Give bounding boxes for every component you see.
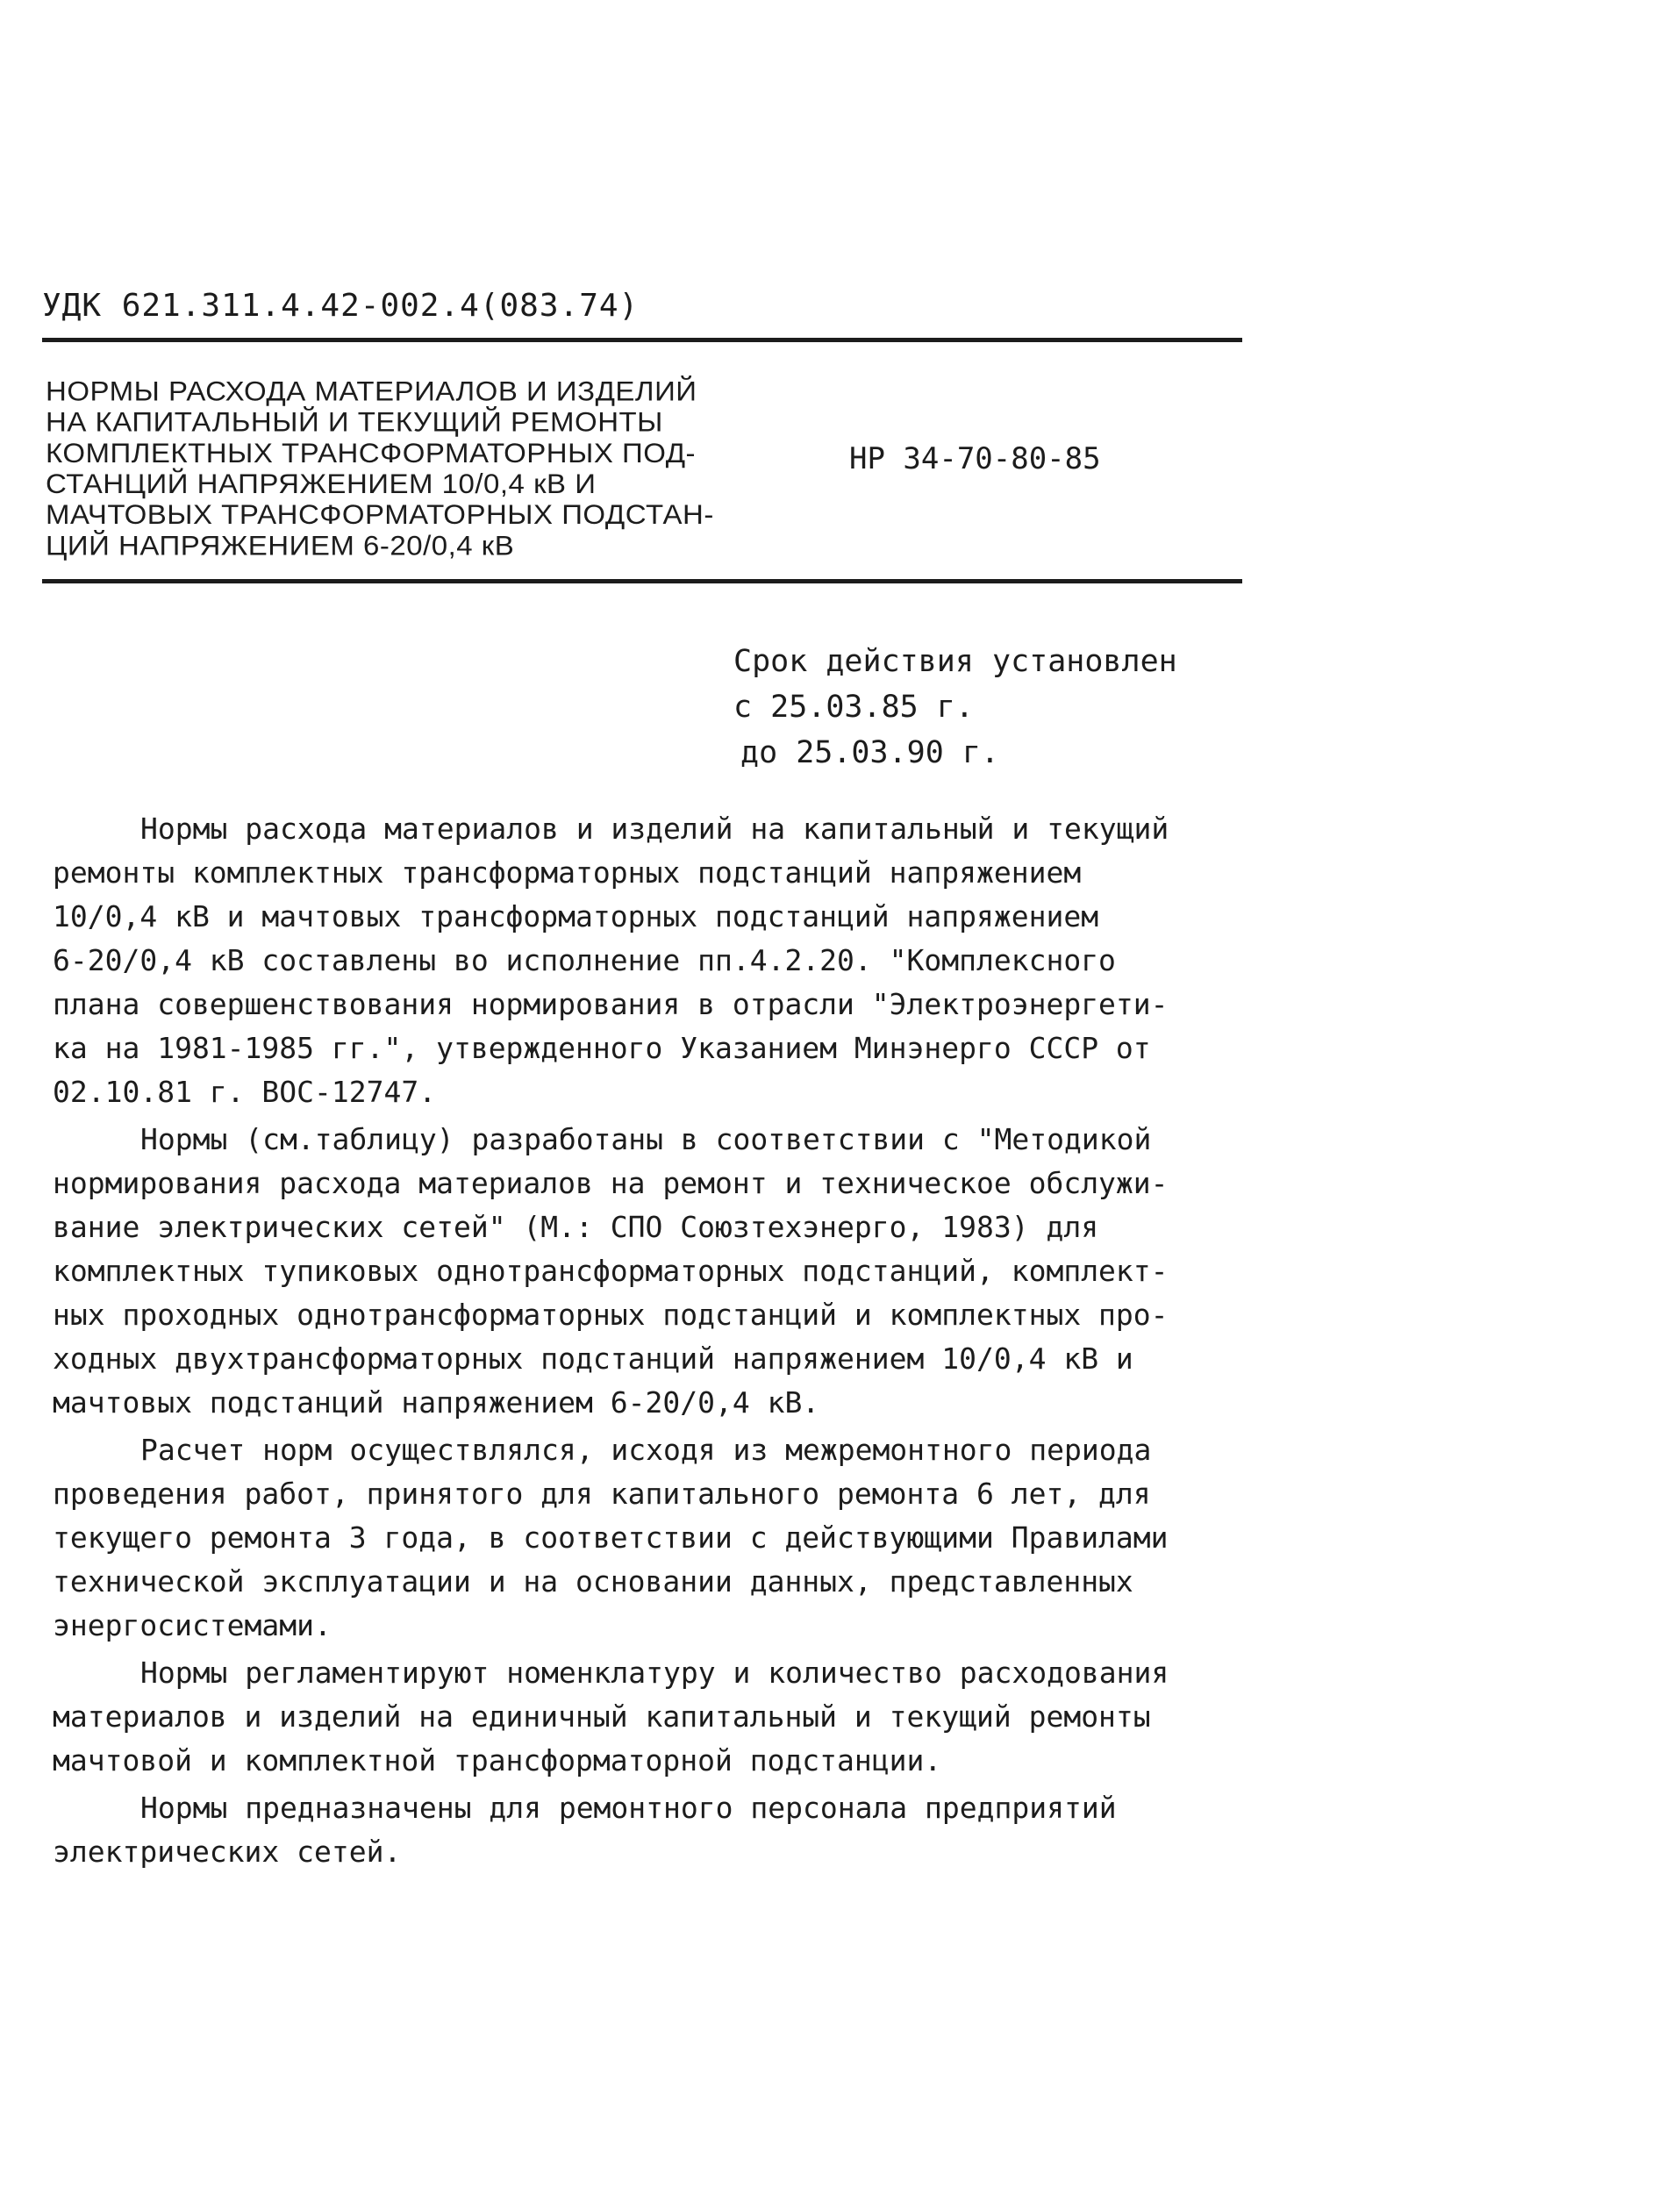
validity-to: до 25.03.90 г. xyxy=(740,735,1000,770)
text-line: 02.10.81 г. ВОС-12747. xyxy=(53,1075,437,1109)
text-line: Нормы (см.таблицу) разработаны в соответствии с "Методикой xyxy=(140,1122,1152,1156)
title-line: КОМПЛЕКТНЫХ ТРАНСФОРМАТОРНЫХ ПОД- xyxy=(46,437,697,469)
text-line: электрических сетей. xyxy=(53,1835,402,1869)
text-line: комплектных тупиковых однотрансформаторных подстанций, комплект- xyxy=(53,1254,1169,1288)
paragraph xyxy=(53,1118,1263,1425)
bottom-divider xyxy=(42,579,1242,583)
text-line: технической эксплуатации и на основании данных, представленных xyxy=(53,1564,1133,1599)
text-line: мачтовой и комплектной трансформаторной подстанции. xyxy=(53,1743,942,1778)
title-line: ЦИЙ НАПРЯЖЕНИЕМ 6-20/0,4 кВ xyxy=(46,529,515,561)
text-line: Расчет норм осуществлялся, исходя из межремонтного периода xyxy=(140,1433,1152,1467)
paragraph xyxy=(53,807,1263,1114)
validity-block xyxy=(733,639,1177,776)
text-line: нормирования расхода материалов на ремонт и техническое обслужи- xyxy=(53,1166,1169,1200)
title-line: НА КАПИТАЛЬНЫЙ И ТЕКУЩИЙ РЕМОНТЫ xyxy=(46,406,663,438)
text-line: вание электрических сетей" (М.: СПО Союзтехэнерго, 1983) для xyxy=(53,1210,1099,1244)
paragraph xyxy=(53,1428,1263,1648)
text-line: проведения работ, принятого для капитального ремонта 6 лет, для xyxy=(53,1477,1151,1511)
text-line: мачтовых подстанций напряжением 6-20/0,4 кВ. xyxy=(53,1385,820,1420)
udk-code: УДК 621.311.4.42-002.4(083.74) xyxy=(42,288,640,324)
text-line: ремонты комплектных трансформаторных подстанций напряжением xyxy=(53,855,1082,890)
title-line: МАЧТОВЫХ ТРАНСФОРМАТОРНЫХ ПОДСТАН- xyxy=(46,498,714,530)
paragraph xyxy=(53,1786,1263,1874)
text-line: ка на 1981-1985 гг.", утвержденного Указанием Минэнерго СССР от xyxy=(53,1031,1151,1065)
text-line: ходных двухтрансформаторных подстанций напряжением 10/0,4 кВ и xyxy=(53,1341,1133,1376)
title-line: НОРМЫ РАСХОДА МАТЕРИАЛОВ И ИЗДЕЛИЙ xyxy=(46,376,697,407)
text-line: Нормы расхода материалов и изделий на капитальный и текущий xyxy=(140,812,1169,846)
title-line: СТАНЦИЙ НАПРЯЖЕНИЕМ 10/0,4 кВ И xyxy=(46,468,597,499)
document-title xyxy=(46,376,714,561)
text-line: ных проходных однотрансформаторных подстанций и комплектных про- xyxy=(53,1298,1169,1332)
text-line: материалов и изделий на единичный капитальный и текущий ремонты xyxy=(53,1699,1151,1734)
paragraph xyxy=(53,1651,1263,1783)
document-code: НР 34-70-80-85 xyxy=(849,441,1101,476)
text-line: плана совершенствования нормирования в отрасли "Электроэнергети- xyxy=(53,987,1169,1021)
body-text xyxy=(53,807,1263,1878)
text-line: энергосистемами. xyxy=(53,1608,332,1642)
text-line: 10/0,4 кВ и мачтовых трансформаторных подстанций напряжением xyxy=(53,899,1099,933)
validity-from: с 25.03.85 г. xyxy=(733,690,974,725)
text-line: Нормы регламентируют номенклатуру и количество расходования xyxy=(140,1656,1169,1690)
text-line: 6-20/0,4 кВ составлены во исполнение пп.4.2.20. "Комплексного xyxy=(53,943,1116,977)
top-divider xyxy=(42,338,1242,342)
text-line: текущего ремонта 3 года, в соответствии с действующими Правилами xyxy=(53,1520,1169,1555)
text-line: Нормы предназначены для ремонтного персонала предприятий xyxy=(140,1791,1117,1825)
validity-label: Срок действия установлен xyxy=(733,644,1177,679)
